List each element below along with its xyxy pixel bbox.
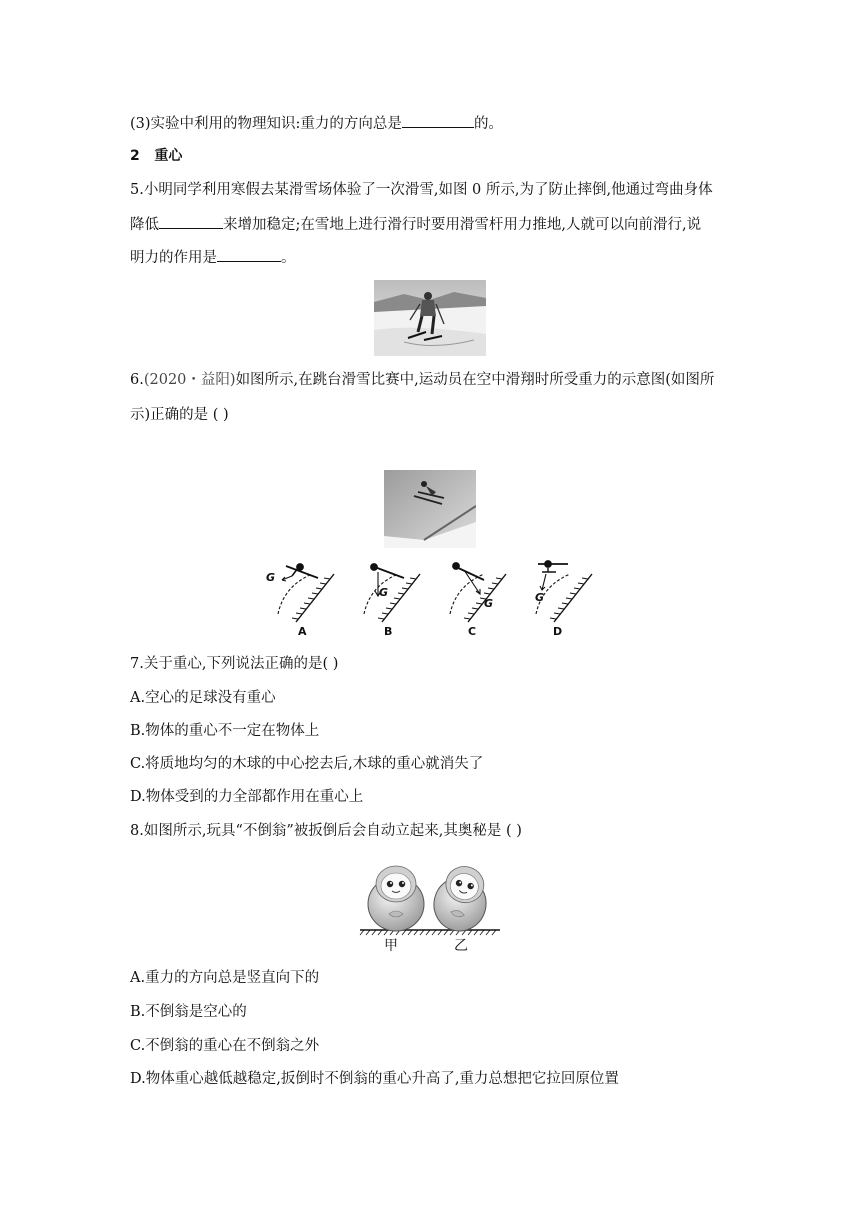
section-title: 重心 bbox=[154, 148, 183, 164]
q7-option-b: B.物体的重心不一定在物体上 bbox=[130, 723, 320, 739]
tumbler-label-yi: 乙 bbox=[454, 938, 468, 954]
q6-source: (2020・益阳) bbox=[143, 372, 236, 388]
q8-option-a: A.重力的方向总是竖直向下的 bbox=[130, 970, 320, 986]
q7-option-a: A.空心的足球没有重心 bbox=[130, 690, 276, 706]
force-label-d: G bbox=[535, 591, 545, 604]
q6-line1 bbox=[130, 370, 714, 390]
section-number: 2 bbox=[130, 148, 140, 164]
q5-line3-before: 明力的作用是 bbox=[130, 250, 217, 266]
q3-text: (3)实验中利用的物理知识:重力的方向总是 bbox=[130, 116, 402, 132]
q5-blank2 bbox=[217, 246, 281, 262]
slope-a bbox=[278, 564, 334, 622]
q8-stem: 8.如图所示,玩具“不倒翁”被扳倒后会自动立起来,其奥秘是 ( ) bbox=[130, 823, 522, 839]
q8-option-d: D.物体重心越低越稳定,扳倒时不倒翁的重心升高了,重力总想把它拉回原位置 bbox=[130, 1071, 619, 1087]
q7-stem: 7.关于重心,下列说法正确的是( ) bbox=[130, 656, 339, 672]
tumbler-yi bbox=[428, 861, 494, 937]
tumbler-label-jia: 甲 bbox=[384, 938, 398, 954]
q6-line1-rest: 如图所示,在跳台滑雪比赛中,运动员在空中滑翔时所受重力的示意图(如图所 bbox=[235, 372, 715, 388]
tumbler-figure bbox=[356, 860, 504, 952]
slope-c bbox=[450, 563, 506, 622]
q5-line2-before: 降低 bbox=[130, 217, 159, 233]
q5-line2 bbox=[130, 213, 701, 235]
q8-option-c: C.不倒翁的重心在不倒翁之外 bbox=[130, 1038, 320, 1054]
section-heading bbox=[130, 146, 182, 166]
q5-line1: 5.小明同学利用寒假去某滑雪场体验了一次滑雪,如图 0 所示,为了防止摔倒,他通过弯曲身体 bbox=[130, 182, 713, 198]
ski-jump-photo bbox=[384, 470, 476, 548]
q5-line3-after: 。 bbox=[281, 250, 296, 266]
q3-blank bbox=[402, 112, 474, 128]
q7-option-d: D.物体受到的力全部都作用在重心上 bbox=[130, 789, 364, 805]
q3-line bbox=[130, 112, 503, 134]
force-label-a: G bbox=[266, 571, 276, 584]
option-label-b: B bbox=[384, 625, 393, 638]
force-label-c: G bbox=[484, 597, 494, 610]
skier-photo bbox=[374, 280, 486, 356]
slope-b bbox=[364, 564, 420, 622]
q6-line2: 示)正确的是 ( ) bbox=[130, 407, 229, 423]
option-label-c: C bbox=[468, 625, 477, 638]
force-label-b: G bbox=[379, 586, 389, 599]
option-label-d: D bbox=[553, 625, 563, 638]
q3-text-after: 的。 bbox=[473, 116, 503, 132]
tumbler-jia bbox=[368, 866, 424, 931]
q8-option-b: B.不倒翁是空心的 bbox=[130, 1004, 247, 1020]
q5-blank1 bbox=[159, 213, 223, 229]
q7-option-c: C.将质地均匀的木球的中心挖去后,木球的重心就消失了 bbox=[130, 756, 484, 772]
slope-d bbox=[536, 561, 592, 622]
q6-prefix: 6. bbox=[130, 372, 144, 388]
option-label-a: A bbox=[298, 625, 307, 638]
q5-line3 bbox=[130, 246, 296, 268]
q5-line2-after: 来增加稳定;在雪地上进行滑行时要用滑雪杆用力推地,人就可以向前滑行,说 bbox=[223, 217, 702, 233]
